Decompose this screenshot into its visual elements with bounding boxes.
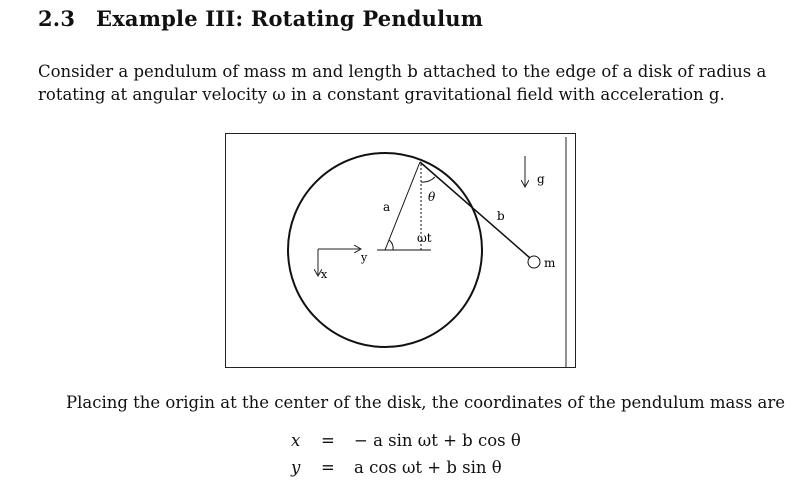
pendulum-figure bbox=[225, 133, 580, 377]
label-y: y bbox=[361, 251, 368, 264]
equation-y-rhs: a cos ωt + b sin θ bbox=[354, 458, 502, 477]
label-theta: θ bbox=[428, 190, 436, 204]
intro-line-1: Consider a pendulum of mass m and length b attached to the edge of a disk of radius a bbox=[38, 62, 767, 81]
label-b: b bbox=[497, 209, 505, 223]
omega-t-arc bbox=[389, 240, 393, 250]
equation-y-lhs: y bbox=[291, 458, 301, 477]
equation-y-equals: = bbox=[321, 458, 335, 477]
radius-line bbox=[385, 162, 420, 250]
theta-arc bbox=[421, 177, 435, 182]
section-heading bbox=[38, 6, 483, 31]
label-a: a bbox=[383, 200, 391, 214]
pendulum-string bbox=[420, 162, 530, 258]
label-x: x bbox=[321, 268, 328, 281]
equation-x-equals: = bbox=[321, 431, 335, 450]
equation-x-rhs: − a sin ωt + b cos θ bbox=[354, 431, 521, 450]
section-title: Example III: Rotating Pendulum bbox=[96, 6, 484, 31]
section-number: 2.3 bbox=[38, 6, 76, 31]
intro-line-2: rotating at angular velocity ω in a constant gravitational field with acceleration g. bbox=[38, 85, 725, 104]
placing-paragraph: Placing the origin at the center of the disk, the coordinates of the pendulum mass are bbox=[66, 393, 786, 412]
pendulum-diagram bbox=[225, 133, 580, 373]
pendulum-mass bbox=[528, 256, 540, 268]
equation-x-lhs: x bbox=[291, 431, 301, 450]
label-m: m bbox=[544, 256, 556, 270]
intro-paragraph bbox=[38, 60, 778, 106]
label-omega-t: ωt bbox=[417, 231, 432, 245]
label-g: g bbox=[537, 172, 545, 186]
